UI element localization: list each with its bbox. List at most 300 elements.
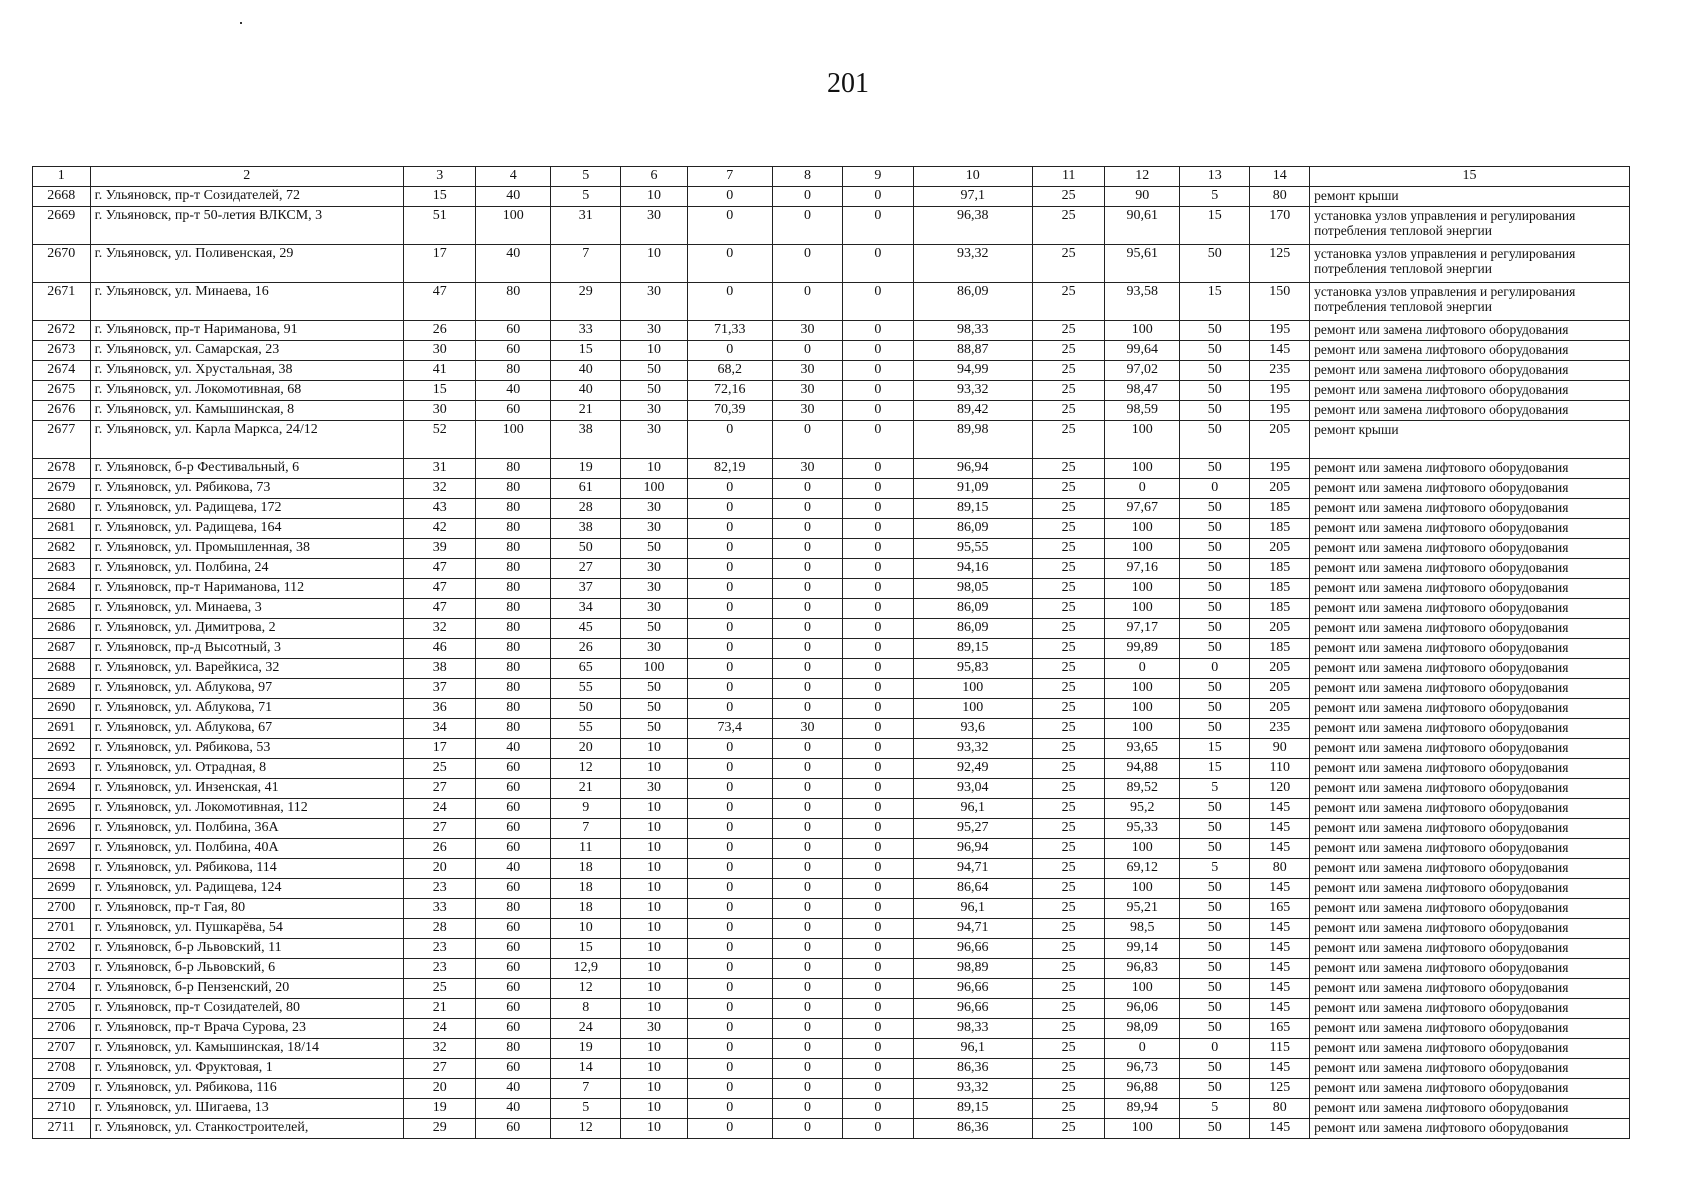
value-cell: 29 (403, 1119, 475, 1139)
value-cell: 96,66 (913, 999, 1032, 1019)
row-number-cell: 2674 (33, 361, 91, 381)
value-cell: 50 (621, 361, 687, 381)
value-cell: 93,04 (913, 779, 1032, 799)
column-number-cell: 9 (843, 167, 913, 187)
value-cell: 50 (1180, 599, 1250, 619)
value-cell: 50 (621, 679, 687, 699)
work-type-cell: ремонт или замена лифтового оборудования (1310, 1079, 1630, 1099)
value-cell: 50 (1180, 939, 1250, 959)
value-cell: 0 (772, 919, 842, 939)
value-cell: 0 (843, 401, 913, 421)
value-cell: 100 (1105, 839, 1180, 859)
value-cell: 15 (1180, 283, 1250, 321)
value-cell: 25 (1032, 283, 1104, 321)
value-cell: 95,21 (1105, 899, 1180, 919)
address-cell: г. Ульяновск, ул. Фруктовая, 1 (90, 1059, 403, 1079)
value-cell: 28 (551, 499, 621, 519)
work-type-cell: ремонт или замена лифтового оборудования (1310, 879, 1630, 899)
value-cell: 0 (687, 879, 772, 899)
value-cell: 50 (1180, 579, 1250, 599)
value-cell: 15 (551, 939, 621, 959)
value-cell: 12 (551, 1119, 621, 1139)
value-cell: 0 (843, 539, 913, 559)
work-type-cell: ремонт или замена лифтового оборудования (1310, 499, 1630, 519)
table-row (33, 559, 1630, 579)
value-cell: 145 (1250, 1059, 1310, 1079)
address-cell: г. Ульяновск, ул. Рябикова, 114 (90, 859, 403, 879)
value-cell: 145 (1250, 919, 1310, 939)
value-cell: 94,88 (1105, 759, 1180, 779)
value-cell: 0 (687, 839, 772, 859)
value-cell: 0 (772, 599, 842, 619)
value-cell: 50 (551, 539, 621, 559)
address-cell: г. Ульяновск, пр-т Созидателей, 72 (90, 187, 403, 207)
value-cell: 0 (772, 1059, 842, 1079)
value-cell: 30 (772, 459, 842, 479)
value-cell: 50 (621, 381, 687, 401)
value-cell: 0 (772, 1039, 842, 1059)
value-cell: 0 (843, 999, 913, 1019)
value-cell: 27 (403, 819, 475, 839)
table-row (33, 999, 1630, 1019)
value-cell: 0 (687, 1039, 772, 1059)
value-cell: 25 (1032, 245, 1104, 283)
value-cell: 89,42 (913, 401, 1032, 421)
value-cell: 10 (621, 979, 687, 999)
value-cell: 25 (1032, 187, 1104, 207)
value-cell: 0 (843, 959, 913, 979)
value-cell: 20 (551, 739, 621, 759)
row-number-cell: 2681 (33, 519, 91, 539)
value-cell: 90,61 (1105, 207, 1180, 245)
value-cell: 25 (1032, 999, 1104, 1019)
value-cell: 0 (843, 619, 913, 639)
value-cell: 205 (1250, 699, 1310, 719)
address-cell: г. Ульяновск, ул. Камышинская, 8 (90, 401, 403, 421)
column-number-cell: 14 (1250, 167, 1310, 187)
value-cell: 26 (403, 839, 475, 859)
value-cell: 11 (551, 839, 621, 859)
value-cell: 205 (1250, 619, 1310, 639)
value-cell: 0 (772, 1019, 842, 1039)
value-cell: 30 (621, 421, 687, 459)
column-number-cell: 12 (1105, 167, 1180, 187)
column-number-cell: 15 (1310, 167, 1630, 187)
address-cell: г. Ульяновск, ул. Камышинская, 18/14 (90, 1039, 403, 1059)
row-number-cell: 2702 (33, 939, 91, 959)
value-cell: 145 (1250, 1119, 1310, 1139)
value-cell: 30 (621, 499, 687, 519)
row-number-cell: 2704 (33, 979, 91, 999)
row-number-cell: 2677 (33, 421, 91, 459)
value-cell: 0 (687, 1119, 772, 1139)
value-cell: 25 (1032, 499, 1104, 519)
address-cell: г. Ульяновск, пр-т 50-летия ВЛКСМ, 3 (90, 207, 403, 245)
work-type-cell: ремонт или замена лифтового оборудования (1310, 699, 1630, 719)
value-cell: 25 (1032, 479, 1104, 499)
value-cell: 47 (403, 599, 475, 619)
row-number-cell: 2695 (33, 799, 91, 819)
value-cell: 91,09 (913, 479, 1032, 499)
value-cell: 145 (1250, 959, 1310, 979)
value-cell: 80 (476, 679, 551, 699)
value-cell: 0 (772, 283, 842, 321)
value-cell: 100 (1105, 599, 1180, 619)
value-cell: 33 (403, 899, 475, 919)
value-cell: 0 (687, 283, 772, 321)
work-type-cell: ремонт или замена лифтового оборудования (1310, 1019, 1630, 1039)
value-cell: 19 (403, 1099, 475, 1119)
table-row (33, 799, 1630, 819)
value-cell: 0 (843, 1039, 913, 1059)
value-cell: 100 (476, 421, 551, 459)
work-type-cell: ремонт или замена лифтового оборудования (1310, 719, 1630, 739)
table-row (33, 187, 1630, 207)
value-cell: 24 (403, 1019, 475, 1039)
value-cell: 0 (772, 479, 842, 499)
address-cell: г. Ульяновск, ул. Хрустальная, 38 (90, 361, 403, 381)
work-type-cell: ремонт или замена лифтового оборудования (1310, 559, 1630, 579)
value-cell: 25 (1032, 579, 1104, 599)
value-cell: 5 (551, 1099, 621, 1119)
value-cell: 15 (1180, 759, 1250, 779)
row-number-cell: 2685 (33, 599, 91, 619)
value-cell: 100 (621, 659, 687, 679)
value-cell: 0 (772, 799, 842, 819)
value-cell: 86,64 (913, 879, 1032, 899)
value-cell: 0 (772, 819, 842, 839)
value-cell: 10 (621, 999, 687, 1019)
value-cell: 0 (687, 899, 772, 919)
value-cell: 60 (476, 1119, 551, 1139)
value-cell: 30 (772, 401, 842, 421)
address-cell: г. Ульяновск, ул. Рябикова, 116 (90, 1079, 403, 1099)
value-cell: 86,36 (913, 1059, 1032, 1079)
row-number-cell: 2683 (33, 559, 91, 579)
value-cell: 25 (1032, 819, 1104, 839)
address-cell: г. Ульяновск, ул. Аблукова, 97 (90, 679, 403, 699)
value-cell: 55 (551, 719, 621, 739)
value-cell: 50 (1180, 559, 1250, 579)
row-number-cell: 2691 (33, 719, 91, 739)
value-cell: 15 (403, 187, 475, 207)
value-cell: 0 (843, 459, 913, 479)
value-cell: 100 (1105, 579, 1180, 599)
value-cell: 30 (621, 559, 687, 579)
work-type-cell: ремонт или замена лифтового оборудования (1310, 679, 1630, 699)
value-cell: 0 (843, 719, 913, 739)
table-row (33, 479, 1630, 499)
value-cell: 0 (772, 939, 842, 959)
work-type-cell: ремонт или замена лифтового оборудования (1310, 799, 1630, 819)
value-cell: 5 (1180, 1099, 1250, 1119)
value-cell: 10 (621, 341, 687, 361)
table-row (33, 519, 1630, 539)
value-cell: 36 (403, 699, 475, 719)
row-number-cell: 2707 (33, 1039, 91, 1059)
value-cell: 80 (476, 659, 551, 679)
value-cell: 0 (772, 619, 842, 639)
value-cell: 80 (476, 479, 551, 499)
value-cell: 30 (772, 719, 842, 739)
value-cell: 205 (1250, 679, 1310, 699)
table-row (33, 739, 1630, 759)
value-cell: 15 (403, 381, 475, 401)
value-cell: 0 (772, 421, 842, 459)
value-cell: 89,15 (913, 1099, 1032, 1119)
table-row (33, 659, 1630, 679)
value-cell: 96,66 (913, 939, 1032, 959)
value-cell: 100 (1105, 519, 1180, 539)
value-cell: 80 (476, 619, 551, 639)
value-cell: 0 (772, 659, 842, 679)
value-cell: 205 (1250, 539, 1310, 559)
value-cell: 27 (551, 559, 621, 579)
value-cell: 10 (621, 1059, 687, 1079)
row-number-cell: 2671 (33, 283, 91, 321)
value-cell: 31 (403, 459, 475, 479)
table-row (33, 1059, 1630, 1079)
value-cell: 7 (551, 819, 621, 839)
value-cell: 80 (476, 559, 551, 579)
value-cell: 25 (403, 759, 475, 779)
value-cell: 60 (476, 759, 551, 779)
value-cell: 40 (476, 381, 551, 401)
value-cell: 100 (1105, 879, 1180, 899)
value-cell: 25 (1032, 859, 1104, 879)
value-cell: 80 (476, 361, 551, 381)
value-cell: 0 (687, 739, 772, 759)
value-cell: 37 (403, 679, 475, 699)
value-cell: 94,71 (913, 919, 1032, 939)
address-cell: г. Ульяновск, ул. Полбина, 36А (90, 819, 403, 839)
value-cell: 25 (1032, 959, 1104, 979)
work-type-cell: ремонт или замена лифтового оборудования (1310, 539, 1630, 559)
value-cell: 0 (843, 759, 913, 779)
value-cell: 0 (687, 245, 772, 283)
column-number-cell: 5 (551, 167, 621, 187)
value-cell: 80 (476, 599, 551, 619)
work-type-cell: ремонт или замена лифтового оборудования (1310, 341, 1630, 361)
value-cell: 50 (1180, 679, 1250, 699)
address-cell: г. Ульяновск, б-р Пензенский, 20 (90, 979, 403, 999)
work-type-cell: ремонт или замена лифтового оборудования (1310, 619, 1630, 639)
work-type-cell: ремонт крыши (1310, 421, 1630, 459)
value-cell: 0 (687, 499, 772, 519)
table-row (33, 719, 1630, 739)
value-cell: 12,9 (551, 959, 621, 979)
value-cell: 37 (551, 579, 621, 599)
value-cell: 28 (403, 919, 475, 939)
value-cell: 100 (1105, 321, 1180, 341)
value-cell: 80 (1250, 859, 1310, 879)
value-cell: 115 (1250, 1039, 1310, 1059)
value-cell: 0 (843, 659, 913, 679)
column-number-cell: 4 (476, 167, 551, 187)
value-cell: 145 (1250, 839, 1310, 859)
table-row (33, 679, 1630, 699)
value-cell: 51 (403, 207, 475, 245)
value-cell: 0 (772, 699, 842, 719)
value-cell: 89,15 (913, 499, 1032, 519)
work-type-cell: установка узлов управления и регулирования потребления тепловой энергии (1310, 245, 1630, 283)
value-cell: 46 (403, 639, 475, 659)
value-cell: 10 (621, 899, 687, 919)
value-cell: 30 (772, 361, 842, 381)
value-cell: 50 (1180, 459, 1250, 479)
value-cell: 5 (1180, 187, 1250, 207)
value-cell: 80 (476, 699, 551, 719)
value-cell: 73,4 (687, 719, 772, 739)
value-cell: 60 (476, 1059, 551, 1079)
value-cell: 40 (476, 245, 551, 283)
address-cell: г. Ульяновск, ул. Шигаева, 13 (90, 1099, 403, 1119)
value-cell: 10 (621, 959, 687, 979)
value-cell: 0 (687, 779, 772, 799)
value-cell: 69,12 (1105, 859, 1180, 879)
address-cell: г. Ульяновск, ул. Поливенская, 29 (90, 245, 403, 283)
column-number-cell: 13 (1180, 167, 1250, 187)
table-row (33, 283, 1630, 321)
value-cell: 50 (1180, 421, 1250, 459)
value-cell: 50 (1180, 959, 1250, 979)
row-number-cell: 2701 (33, 919, 91, 939)
value-cell: 50 (621, 619, 687, 639)
value-cell: 50 (1180, 361, 1250, 381)
address-cell: г. Ульяновск, ул. Полбина, 24 (90, 559, 403, 579)
column-number-cell: 11 (1032, 167, 1104, 187)
value-cell: 50 (621, 539, 687, 559)
work-type-cell: ремонт или замена лифтового оборудования (1310, 919, 1630, 939)
value-cell: 60 (476, 819, 551, 839)
value-cell: 0 (687, 579, 772, 599)
value-cell: 10 (621, 1039, 687, 1059)
value-cell: 60 (476, 839, 551, 859)
work-type-cell: ремонт или замена лифтового оборудования (1310, 899, 1630, 919)
stray-mark (240, 22, 242, 24)
table-row (33, 919, 1630, 939)
address-cell: г. Ульяновск, ул. Самарская, 23 (90, 341, 403, 361)
work-type-cell: ремонт или замена лифтового оборудования (1310, 739, 1630, 759)
value-cell: 7 (551, 1079, 621, 1099)
value-cell: 25 (1032, 779, 1104, 799)
value-cell: 0 (687, 519, 772, 539)
value-cell: 0 (1180, 659, 1250, 679)
value-cell: 96,1 (913, 899, 1032, 919)
row-number-cell: 2709 (33, 1079, 91, 1099)
work-type-cell: ремонт или замена лифтового оборудования (1310, 361, 1630, 381)
value-cell: 40 (476, 1079, 551, 1099)
value-cell: 10 (621, 1099, 687, 1119)
value-cell: 100 (1105, 539, 1180, 559)
value-cell: 25 (1032, 1099, 1104, 1119)
value-cell: 93,58 (1105, 283, 1180, 321)
value-cell: 93,32 (913, 1079, 1032, 1099)
value-cell: 50 (1180, 1019, 1250, 1039)
value-cell: 50 (1180, 519, 1250, 539)
value-cell: 30 (772, 321, 842, 341)
row-number-cell: 2700 (33, 899, 91, 919)
row-number-cell: 2711 (33, 1119, 91, 1139)
value-cell: 15 (1180, 207, 1250, 245)
value-cell: 23 (403, 959, 475, 979)
value-cell: 0 (687, 939, 772, 959)
value-cell: 0 (772, 499, 842, 519)
value-cell: 25 (1032, 539, 1104, 559)
value-cell: 0 (772, 839, 842, 859)
value-cell: 0 (843, 1079, 913, 1099)
table-row (33, 459, 1630, 479)
value-cell: 185 (1250, 519, 1310, 539)
value-cell: 98,33 (913, 321, 1032, 341)
row-number-cell: 2706 (33, 1019, 91, 1039)
value-cell: 30 (621, 599, 687, 619)
value-cell: 94,16 (913, 559, 1032, 579)
value-cell: 50 (1180, 639, 1250, 659)
value-cell: 50 (1180, 401, 1250, 421)
value-cell: 25 (1032, 1039, 1104, 1059)
value-cell: 10 (621, 939, 687, 959)
value-cell: 0 (687, 559, 772, 579)
value-cell: 45 (551, 619, 621, 639)
value-cell: 95,2 (1105, 799, 1180, 819)
value-cell: 10 (621, 859, 687, 879)
value-cell: 235 (1250, 719, 1310, 739)
value-cell: 25 (1032, 341, 1104, 361)
value-cell: 25 (1032, 459, 1104, 479)
value-cell: 25 (1032, 759, 1104, 779)
work-type-cell: ремонт или замена лифтового оборудования (1310, 999, 1630, 1019)
value-cell: 27 (403, 779, 475, 799)
work-type-cell: установка узлов управления и регулирования потребления тепловой энергии (1310, 207, 1630, 245)
value-cell: 50 (1180, 1079, 1250, 1099)
value-cell: 72,16 (687, 381, 772, 401)
value-cell: 185 (1250, 579, 1310, 599)
value-cell: 50 (1180, 819, 1250, 839)
column-number-row (33, 167, 1630, 187)
value-cell: 50 (1180, 799, 1250, 819)
value-cell: 0 (843, 479, 913, 499)
value-cell: 0 (843, 559, 913, 579)
value-cell: 145 (1250, 999, 1310, 1019)
table-row (33, 619, 1630, 639)
value-cell: 95,61 (1105, 245, 1180, 283)
value-cell: 25 (1032, 979, 1104, 999)
value-cell: 25 (1032, 207, 1104, 245)
value-cell: 100 (1105, 459, 1180, 479)
value-cell: 25 (1032, 719, 1104, 739)
value-cell: 30 (621, 321, 687, 341)
value-cell: 20 (403, 1079, 475, 1099)
value-cell: 0 (687, 759, 772, 779)
value-cell: 0 (687, 341, 772, 361)
value-cell: 0 (687, 619, 772, 639)
value-cell: 34 (403, 719, 475, 739)
work-type-cell: ремонт или замена лифтового оборудования (1310, 779, 1630, 799)
value-cell: 165 (1250, 1019, 1310, 1039)
value-cell: 80 (476, 579, 551, 599)
value-cell: 0 (772, 879, 842, 899)
value-cell: 30 (621, 639, 687, 659)
value-cell: 50 (1180, 499, 1250, 519)
value-cell: 50 (551, 699, 621, 719)
value-cell: 145 (1250, 879, 1310, 899)
value-cell: 80 (476, 459, 551, 479)
table-row (33, 779, 1630, 799)
address-cell: г. Ульяновск, ул. Димитрова, 2 (90, 619, 403, 639)
value-cell: 30 (621, 1019, 687, 1039)
value-cell: 0 (687, 919, 772, 939)
